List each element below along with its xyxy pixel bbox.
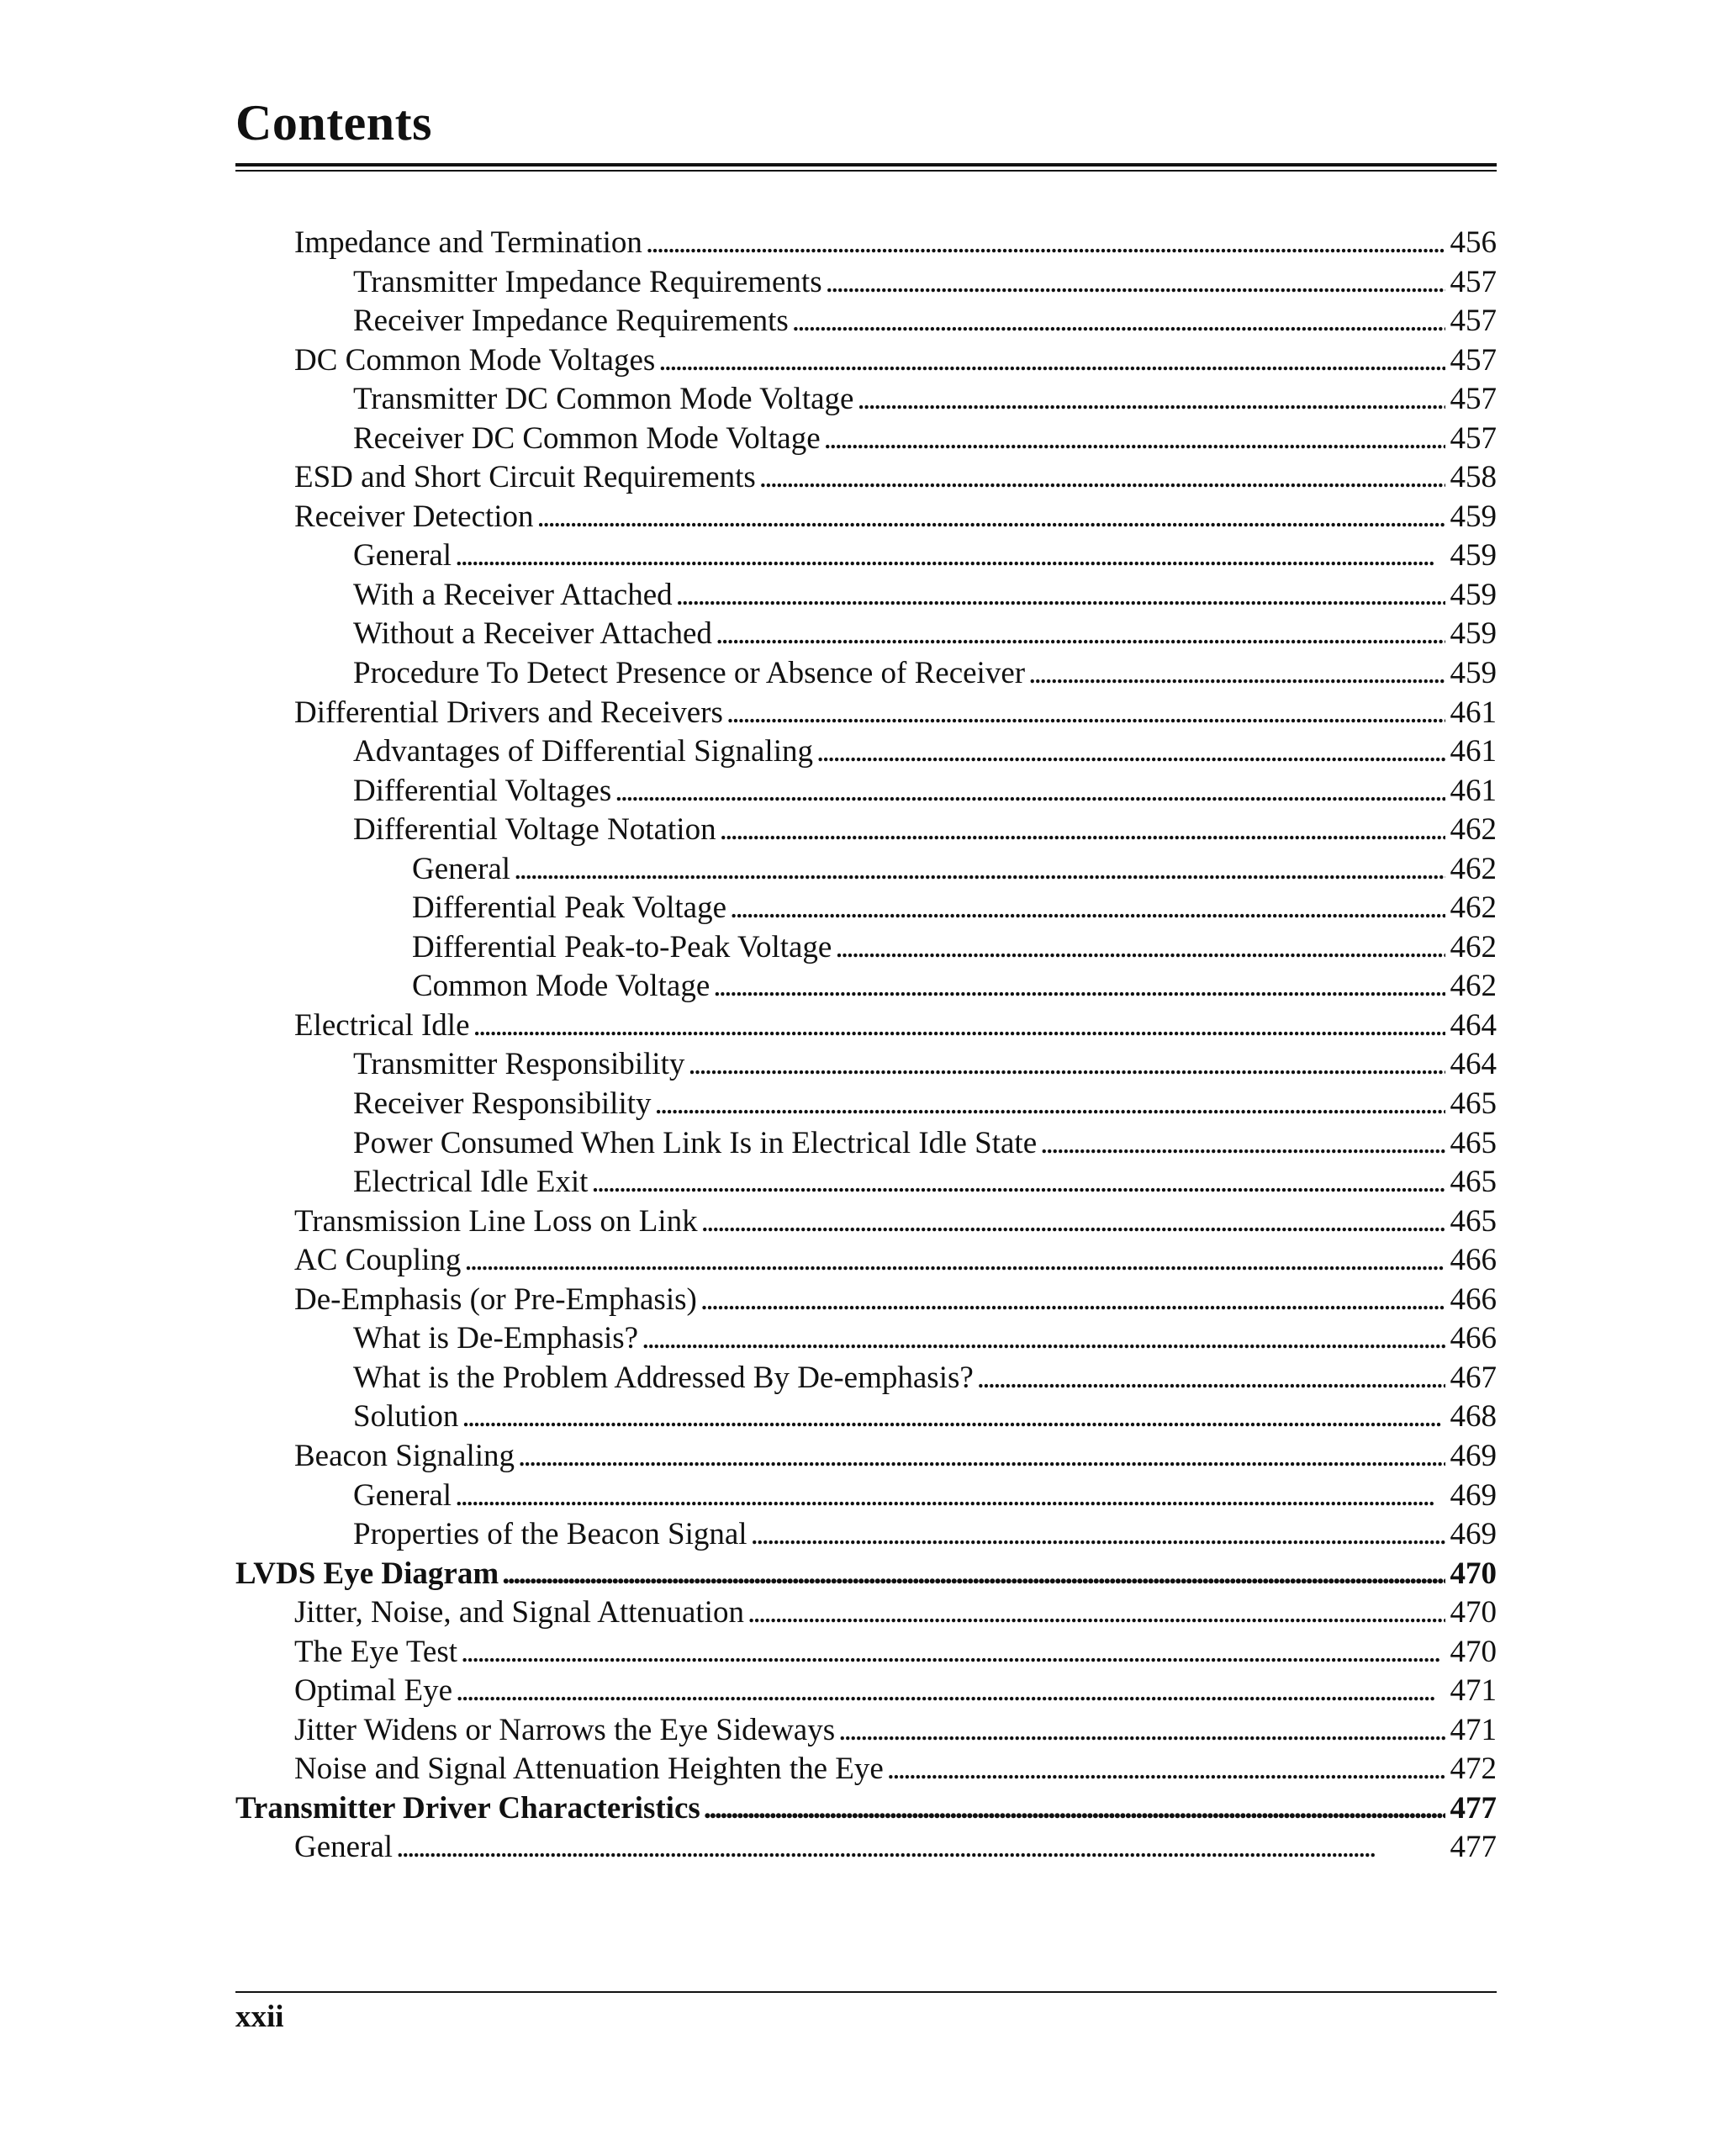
toc-entry-page-number: 466 xyxy=(1450,1243,1497,1278)
toc-entry-page-number: 464 xyxy=(1450,1047,1497,1082)
toc-entry[interactable] xyxy=(235,1359,1497,1398)
dot-leader xyxy=(713,967,1445,1007)
toc-entry-title: DC Common Mode Voltages xyxy=(294,342,656,378)
dot-leader xyxy=(857,380,1445,420)
toc-entry-page-number: 461 xyxy=(1450,695,1497,730)
dot-leader xyxy=(759,458,1445,498)
toc-entry-title: Electrical Idle xyxy=(294,1007,470,1043)
toc-entry-page-number: 462 xyxy=(1450,812,1497,848)
toc-entry[interactable] xyxy=(235,458,1497,498)
toc-entry-page-number: 458 xyxy=(1450,460,1497,495)
dot-leader xyxy=(658,341,1445,381)
toc-entry-title: With a Receiver Attached xyxy=(353,577,673,612)
toc-entry[interactable] xyxy=(235,1555,1497,1594)
dot-leader xyxy=(502,1555,1445,1594)
dot-leader xyxy=(700,1281,1445,1320)
title-divider xyxy=(235,163,1497,166)
toc-entry[interactable] xyxy=(235,654,1497,694)
toc-entry-page-number: 466 xyxy=(1450,1321,1497,1356)
dot-leader xyxy=(704,1789,1445,1829)
toc-entry-title: Receiver Responsibility xyxy=(353,1086,652,1122)
dot-leader xyxy=(838,1711,1445,1751)
toc-entry-page-number: 469 xyxy=(1450,1517,1497,1552)
dot-leader xyxy=(514,850,1445,890)
toc-entry[interactable] xyxy=(235,1124,1497,1164)
dot-leader xyxy=(646,224,1445,263)
toc-entry[interactable] xyxy=(235,1672,1497,1711)
toc-entry-page-number: 459 xyxy=(1450,538,1497,573)
toc-entry[interactable] xyxy=(235,1398,1497,1437)
page-number: xxii xyxy=(235,2000,284,2034)
toc-entry[interactable] xyxy=(235,928,1497,968)
dot-leader xyxy=(1028,654,1445,694)
toc-entry-title: Without a Receiver Attached xyxy=(353,616,712,652)
toc-entry[interactable] xyxy=(235,1319,1497,1359)
toc-entry[interactable] xyxy=(235,1711,1497,1751)
dot-leader xyxy=(887,1750,1445,1789)
dot-leader xyxy=(655,1085,1445,1124)
toc-entry-page-number: 462 xyxy=(1450,969,1497,1004)
toc-entry-title: Noise and Signal Attenuation Heighten the Eye xyxy=(294,1752,884,1787)
toc-entry-page-number: 470 xyxy=(1450,1634,1497,1669)
dot-leader xyxy=(716,615,1445,654)
toc-entry[interactable] xyxy=(235,1202,1497,1242)
dot-leader xyxy=(720,811,1445,850)
toc-entry[interactable] xyxy=(235,615,1497,654)
toc-entry[interactable] xyxy=(235,498,1497,537)
dot-leader xyxy=(688,1045,1445,1085)
dot-leader xyxy=(977,1359,1445,1398)
toc-entry-title: LVDS Eye Diagram xyxy=(235,1556,499,1591)
toc-entry-title: Jitter Widens or Narrows the Eye Sideways xyxy=(294,1712,836,1747)
toc-entry[interactable] xyxy=(235,341,1497,381)
toc-entry-title: Advantages of Differential Signaling xyxy=(353,734,813,769)
toc-entry-page-number: 459 xyxy=(1450,656,1497,691)
toc-entry-page-number: 477 xyxy=(1450,1830,1497,1865)
toc-entry[interactable] xyxy=(235,224,1497,263)
dot-leader xyxy=(826,263,1445,303)
toc-entry-page-number: 457 xyxy=(1450,304,1497,339)
toc-entry-page-number: 465 xyxy=(1450,1086,1497,1122)
page-title: Contents xyxy=(235,95,433,151)
dot-leader xyxy=(730,889,1445,928)
toc-entry-title: Jitter, Noise, and Signal Attenuation xyxy=(294,1595,744,1630)
dot-leader xyxy=(518,1437,1445,1477)
toc-entry-title: General xyxy=(412,851,511,886)
dot-leader xyxy=(462,1398,1445,1437)
toc-entry-page-number: 462 xyxy=(1450,890,1497,926)
dot-leader xyxy=(537,498,1445,537)
dot-leader xyxy=(461,1633,1445,1672)
toc-entry-title: Differential Peak Voltage xyxy=(412,890,727,926)
dot-leader xyxy=(455,1477,1445,1516)
toc-entry[interactable] xyxy=(235,576,1497,616)
toc-entry[interactable] xyxy=(235,1750,1497,1789)
toc-entry[interactable] xyxy=(235,380,1497,420)
dot-leader xyxy=(396,1828,1445,1868)
toc-entry-page-number: 462 xyxy=(1450,929,1497,964)
toc-entry-title: Power Consumed When Link Is in Electrical Idle State xyxy=(353,1125,1038,1160)
dot-leader xyxy=(1040,1124,1445,1164)
toc-entry-page-number: 469 xyxy=(1450,1438,1497,1473)
toc-entry-title: Electrical Idle Exit xyxy=(353,1165,589,1200)
dot-leader xyxy=(726,694,1445,733)
toc-entry[interactable] xyxy=(235,1045,1497,1085)
toc-entry-page-number: 470 xyxy=(1450,1595,1497,1630)
toc-entry-title: Transmitter DC Common Mode Voltage xyxy=(353,382,854,417)
toc-entry-title: Beacon Signaling xyxy=(294,1438,515,1473)
toc-entry[interactable] xyxy=(235,1007,1497,1046)
toc-entry-page-number: 465 xyxy=(1450,1203,1497,1239)
toc-entry-title: ESD and Short Circuit Requirements xyxy=(294,460,756,495)
dot-leader xyxy=(464,1241,1445,1281)
toc-entry-page-number: 468 xyxy=(1450,1399,1497,1435)
toc-entry-page-number: 457 xyxy=(1450,382,1497,417)
toc-entry[interactable] xyxy=(235,889,1497,928)
toc-entry-title: De-Emphasis (or Pre-Emphasis) xyxy=(294,1281,697,1317)
dot-leader xyxy=(615,772,1445,811)
dot-leader xyxy=(591,1163,1445,1202)
dot-leader xyxy=(455,536,1445,576)
dot-leader xyxy=(824,420,1445,459)
toc-entry-page-number: 464 xyxy=(1450,1007,1497,1043)
toc-entry-title: AC Coupling xyxy=(294,1243,462,1278)
dot-leader xyxy=(751,1515,1445,1555)
toc-entry[interactable] xyxy=(235,1085,1497,1124)
footer-divider xyxy=(235,1991,1497,1993)
toc-entry[interactable] xyxy=(235,1515,1497,1555)
toc-entry[interactable] xyxy=(235,694,1497,733)
toc-entry[interactable] xyxy=(235,1593,1497,1633)
toc-entry-page-number: 465 xyxy=(1450,1125,1497,1160)
toc-entry-title: Transmission Line Loss on Link xyxy=(294,1203,698,1239)
toc-entry[interactable] xyxy=(235,1281,1497,1320)
toc-entry[interactable] xyxy=(235,1477,1497,1516)
toc-entry-page-number: 462 xyxy=(1450,851,1497,886)
toc-entry-title: Properties of the Beacon Signal xyxy=(353,1517,747,1552)
toc-entry-title: Transmitter Impedance Requirements xyxy=(353,264,822,299)
toc-entry-title: Transmitter Responsibility xyxy=(353,1047,685,1082)
toc-entry-title: Receiver DC Common Mode Voltage xyxy=(353,420,821,456)
toc-entry-title: What is De-Emphasis? xyxy=(353,1321,639,1356)
dot-leader xyxy=(642,1319,1445,1359)
toc-entry[interactable] xyxy=(235,536,1497,576)
toc-entry-title: Procedure To Detect Presence or Absence of Receiver xyxy=(353,656,1026,691)
dot-leader xyxy=(747,1593,1445,1633)
toc-entry-page-number: 466 xyxy=(1450,1281,1497,1317)
toc-entry-page-number: 461 xyxy=(1450,773,1497,808)
toc-entry-page-number: 457 xyxy=(1450,420,1497,456)
toc-entry-title: Impedance and Termination xyxy=(294,225,642,260)
toc-entry[interactable] xyxy=(235,1163,1497,1202)
toc-entry-title: Common Mode Voltage xyxy=(412,969,710,1004)
dot-leader xyxy=(676,576,1445,616)
dot-leader xyxy=(473,1007,1445,1046)
toc-entry[interactable] xyxy=(235,1241,1497,1281)
toc-entry-title: Solution xyxy=(353,1399,459,1435)
toc-entry-page-number: 472 xyxy=(1450,1752,1497,1787)
toc-entry[interactable] xyxy=(235,1828,1497,1868)
toc-entry-page-number: 469 xyxy=(1450,1477,1497,1513)
toc-entry-page-number: 461 xyxy=(1450,734,1497,769)
toc-entry-page-number: 459 xyxy=(1450,499,1497,534)
toc-entry-page-number: 470 xyxy=(1450,1556,1497,1591)
toc-entry-page-number: 477 xyxy=(1450,1790,1497,1826)
toc-entry[interactable] xyxy=(235,967,1497,1007)
toc-entry-page-number: 471 xyxy=(1450,1673,1497,1709)
toc-entry-title: The Eye Test xyxy=(294,1634,457,1669)
toc-entry-page-number: 459 xyxy=(1450,577,1497,612)
dot-leader xyxy=(835,928,1445,968)
toc-entry-title: Differential Peak-to-Peak Voltage xyxy=(412,929,832,964)
toc-entry[interactable] xyxy=(235,1437,1497,1477)
toc-entry[interactable] xyxy=(235,420,1497,459)
toc-entry-title: Differential Drivers and Receivers xyxy=(294,695,723,730)
toc-entry-title: Receiver Impedance Requirements xyxy=(353,304,789,339)
toc-entry[interactable] xyxy=(235,302,1497,341)
toc-entry-page-number: 465 xyxy=(1450,1165,1497,1200)
dot-leader xyxy=(701,1202,1445,1242)
toc-entry-title: General xyxy=(353,1477,452,1513)
toc-entry[interactable] xyxy=(235,850,1497,890)
dot-leader xyxy=(456,1672,1445,1711)
toc-entry-page-number: 456 xyxy=(1450,225,1497,260)
toc-entry-title: Transmitter Driver Characteristics xyxy=(235,1790,700,1826)
toc-entry-title: General xyxy=(353,538,452,573)
toc-entry-page-number: 467 xyxy=(1450,1360,1497,1395)
toc-entry[interactable] xyxy=(235,263,1497,303)
toc-entry-page-number: 457 xyxy=(1450,264,1497,299)
toc-entry-title: Receiver Detection xyxy=(294,499,534,534)
toc-entry-page-number: 457 xyxy=(1450,342,1497,378)
toc-entry[interactable] xyxy=(235,811,1497,850)
toc-entry-title: General xyxy=(294,1830,394,1865)
title-divider-thin xyxy=(235,170,1497,172)
toc-entry[interactable] xyxy=(235,732,1497,772)
toc-entry[interactable] xyxy=(235,772,1497,811)
toc-entry-title: Differential Voltages xyxy=(353,773,612,808)
toc-entry-page-number: 471 xyxy=(1450,1712,1497,1747)
table-of-contents xyxy=(235,224,1497,1868)
toc-entry-title: Optimal Eye xyxy=(294,1673,453,1709)
toc-entry-page-number: 459 xyxy=(1450,616,1497,652)
dot-leader xyxy=(792,302,1445,341)
dot-leader xyxy=(816,732,1445,772)
toc-entry-title: What is the Problem Addressed By De-emphasis? xyxy=(353,1360,974,1395)
toc-entry[interactable] xyxy=(235,1633,1497,1672)
toc-entry[interactable] xyxy=(235,1789,1497,1829)
toc-entry-title: Differential Voltage Notation xyxy=(353,812,716,848)
